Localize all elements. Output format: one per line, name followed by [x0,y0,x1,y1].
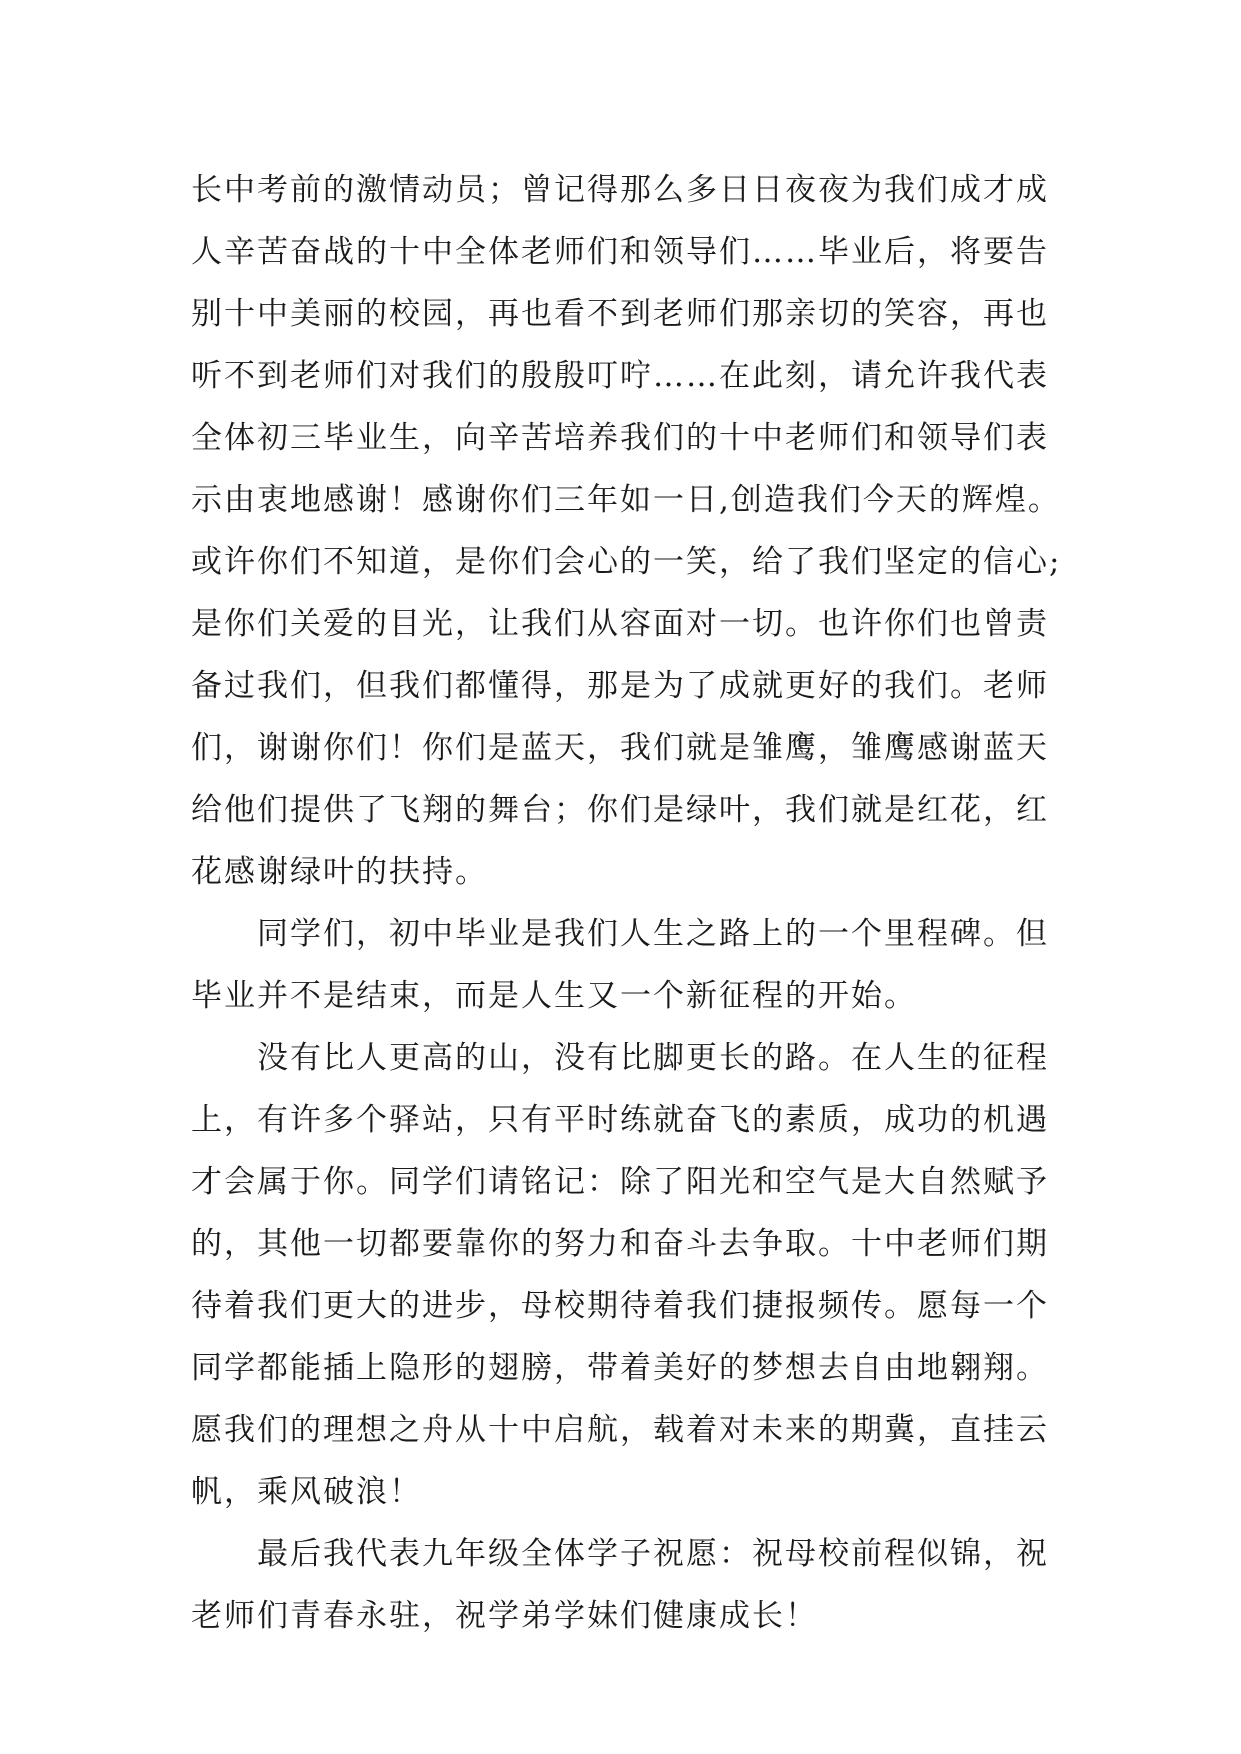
paragraph-first-line: 同学们，初中毕业是我们人生之路上的一个里程碑。但 [257,916,1049,952]
paragraph-first-line: 没有比人更高的山，没有比脚更长的路。在人生的征程 [257,1040,1049,1076]
text-line: 们，谢谢你们！你们是蓝天，我们就是雏鹰，雏鹰感谢蓝天 [191,730,1049,766]
text-line: 全体初三毕业生，向辛苦培养我们的十中老师们和领导们表 [191,420,1049,456]
text-line: 示由衷地感谢！感谢你们三年如一日,创造我们今天的辉煌。 [191,482,1061,518]
text-line: 或许你们不知道，是你们会心的一笑，给了我们坚定的信心; [191,544,1062,580]
text-line: 的，其他一切都要靠你的努力和奋斗去争取。十中老师们期 [191,1226,1049,1262]
text-line: 听不到老师们对我们的殷殷叮咛……在此刻，请允许我代表 [191,358,1049,394]
text-line: 给他们提供了飞翔的舞台；你们是绿叶，我们就是红花，红 [191,792,1049,828]
text-line: 长中考前的激情动员；曾记得那么多日日夜夜为我们成才成 [191,172,1049,208]
text-line: 待着我们更大的进步，母校期待着我们捷报频传。愿每一个 [191,1288,1049,1324]
text-line: 帆，乘风破浪！ [191,1474,422,1510]
text-line: 愿我们的理想之舟从十中启航，载着对未来的期冀，直挂云 [191,1412,1049,1448]
text-line: 花感谢绿叶的扶持。 [191,854,488,890]
text-line: 别十中美丽的校园，再也看不到老师们那亲切的笑容，再也 [191,296,1049,332]
text-line: 是你们关爱的目光，让我们从容面对一切。也许你们也曾责 [191,606,1049,642]
text-line: 备过我们，但我们都懂得，那是为了成就更好的我们。老师 [191,668,1049,704]
paragraph-first-line: 最后我代表九年级全体学子祝愿：祝母校前程似锦，祝 [257,1536,1049,1572]
speech-text [191,159,1071,1647]
text-line: 老师们青春永驻，祝学弟学妹们健康成长！ [191,1598,818,1634]
text-line: 人辛苦奋战的十中全体老师们和领导们……毕业后，将要告 [191,234,1049,270]
text-line: 同学都能插上隐形的翅膀，带着美好的梦想去自由地翱翔。 [191,1350,1049,1386]
text-line: 毕业并不是结束，而是人生又一个新征程的开始。 [191,978,917,1014]
text-line: 上，有许多个驿站，只有平时练就奋飞的素质，成功的机遇 [191,1102,1049,1138]
text-line: 才会属于你。同学们请铭记：除了阳光和空气是大自然赋予 [191,1164,1049,1200]
